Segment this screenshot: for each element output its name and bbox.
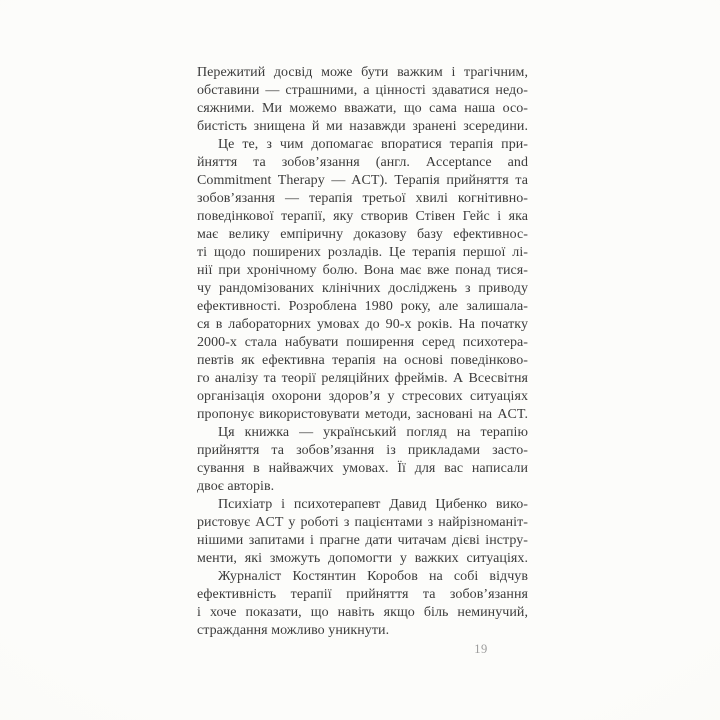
text-line: бистість знищена й ми назавжди зранені зсередини. — [197, 119, 528, 134]
text-line: ті щодо поширених розладів. Це терапія першої лі- — [197, 245, 528, 260]
text-line: певтів як ефективна терапія на основі поведінково- — [197, 353, 528, 368]
text-line: двоє авторів. — [197, 479, 275, 494]
text-line: сяжними. Ми можемо вважати, що сама наша осо- — [197, 101, 528, 116]
text-line: Це те, з чим допомагає впоратися терапія при- — [218, 137, 528, 152]
text-line: нії при хронічному болю. Вона має вже понад тися- — [197, 263, 528, 278]
text-line: ефективність терапії прийняття та зобов’язання — [197, 587, 528, 602]
text-line: сування в найважчих умовах. Її для вас написали — [197, 461, 528, 476]
text-line: і хоче показати, що навіть якщо біль неминучий, — [197, 605, 528, 620]
text-line: ристовує ACT у роботі з пацієнтами з найрізноманіт- — [197, 515, 528, 530]
text-line: йняття та зобов’язання (англ. Acceptance and — [197, 155, 528, 170]
text-line: Журналіст Костянтин Коробов на собі відчув — [218, 569, 528, 584]
text-line: ефективності. Розроблена 1980 року, але залишала- — [197, 299, 528, 314]
text-line: чу рандомізованих клінічних досліджень з приводу — [197, 281, 528, 296]
text-line: ся в лабораторних умовах до 90-х років. На початку — [197, 317, 528, 332]
body-text — [197, 64, 528, 640]
text-line: пропонує використовувати методи, засновані на ACT. — [197, 407, 528, 422]
page-number: 19 — [474, 642, 488, 656]
text-line: Пережитий досвід може бути важким і трагічним, — [197, 65, 528, 80]
text-line: Ця книжка — український погляд на терапію — [218, 425, 528, 440]
text-line: зобов’язання — терапія третьої хвилі когнітивно- — [197, 191, 528, 206]
text-line: Commitment Therapy — ACT). Терапія прийняття та — [197, 173, 528, 188]
text-line: організація охорони здоров’я у стресових ситуаціях — [197, 389, 528, 404]
text-line: менти, які зможуть допомогти у важких ситуаціях. — [197, 551, 528, 566]
text-line: Психіатр і психотерапевт Давид Цибенко вико- — [218, 497, 528, 512]
text-line: прийняття та зобов’язання із прикладами засто- — [197, 443, 528, 458]
text-line: нішими запитами і прагне дати читачам дієві інстру- — [197, 533, 528, 548]
text-line: обставини — страшними, а цінності здаватися недо- — [197, 83, 528, 98]
text-line: 2000-х стала набувати поширення серед психотера- — [197, 335, 528, 350]
text-line: поведінкової терапії, яку створив Стівен Гейс і яка — [197, 209, 528, 224]
text-line: страждання можливо уникнути. — [197, 623, 390, 638]
text-line: го аналізу та теорії реляційних фреймів. А Всесвітня — [197, 371, 528, 386]
text-line: має велику емпіричну доказову базу ефективнос- — [197, 227, 528, 242]
